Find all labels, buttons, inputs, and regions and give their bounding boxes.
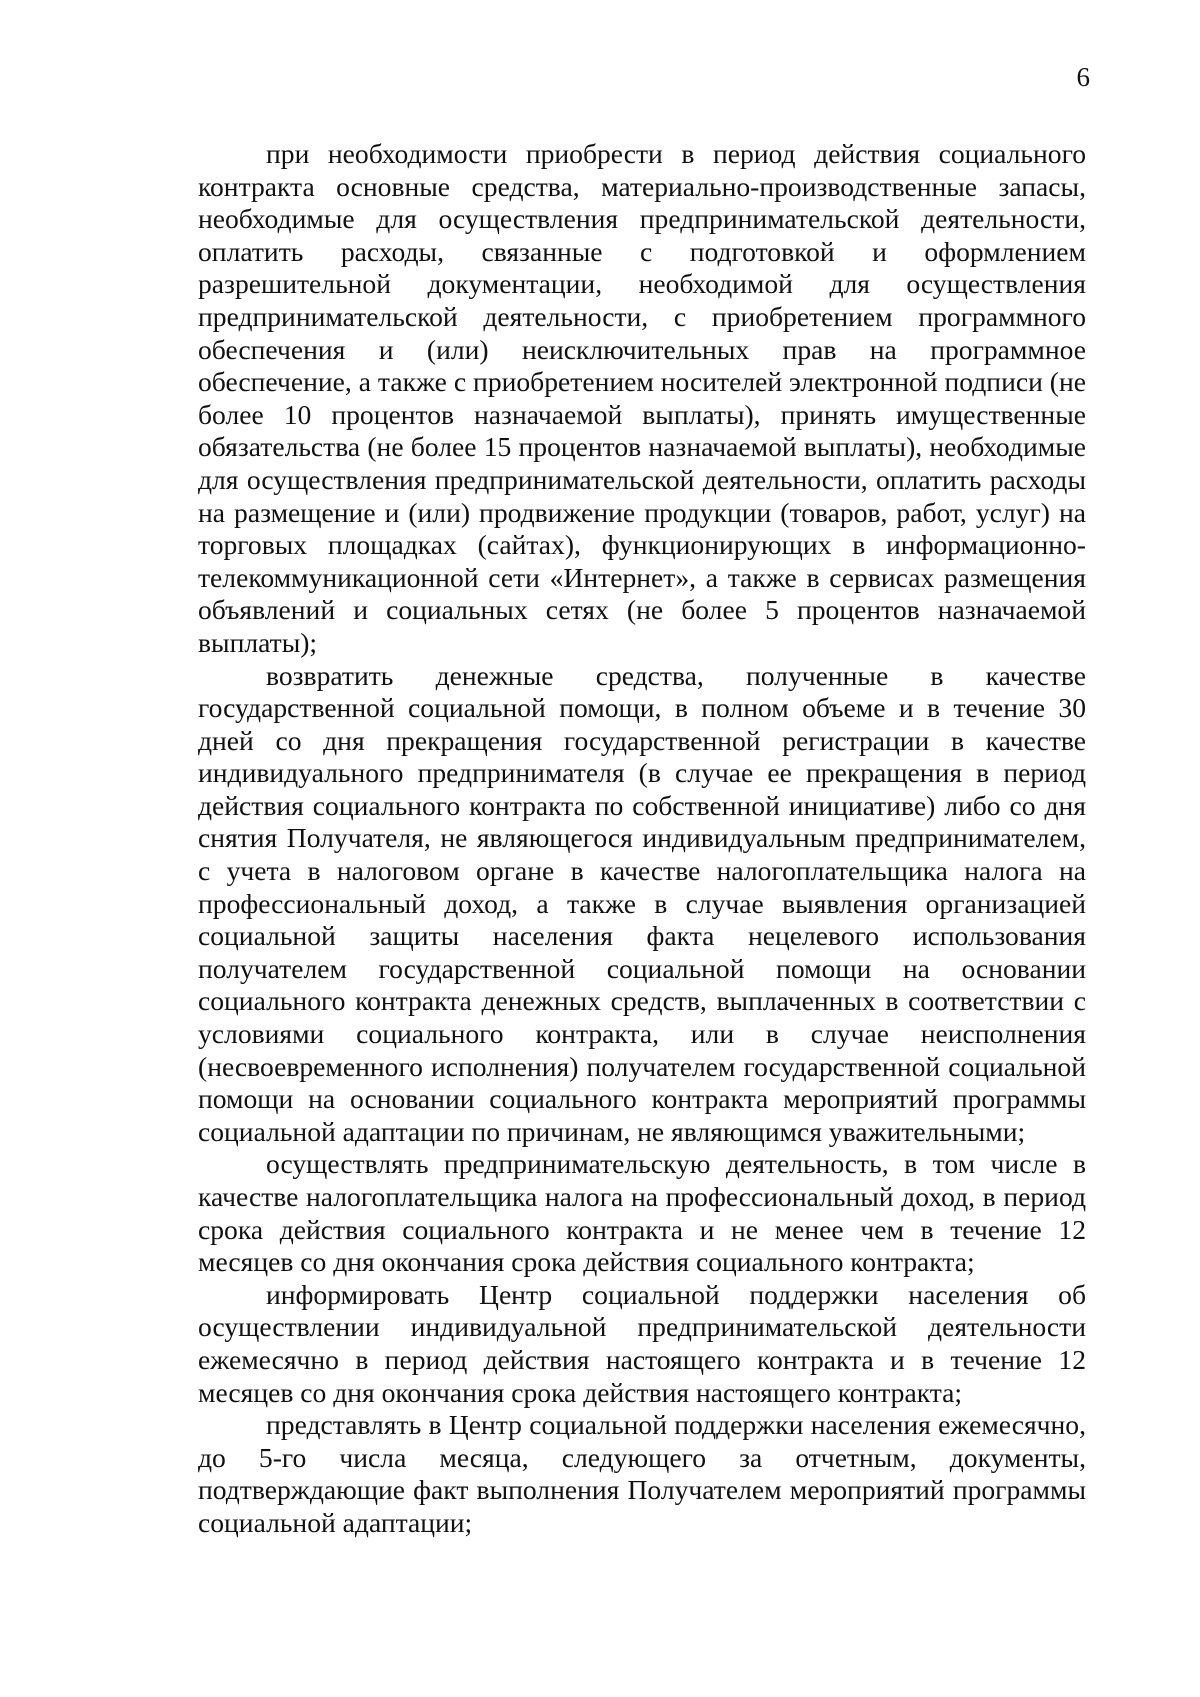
page-number: 6 [1076,62,1090,92]
paragraph-return-funds: возвратить денежные средства, полученные в качестве государственной социальной помощи, в полном объеме и в течение 30 дней со дня прекращения государственной регистрации в качестве индивидуального предпринимателя (в случае ее прекращения в период действия социального контракта по собственной инициативе) либо со дня снятия Получателя, не являющегося индивидуальным предпринимателем, с учета в налоговом органе в качестве налогоплательщика налога на профессиональный доход, а также в случае выявления организацией социальной защиты населения факта нецелевого использования получателем государственной социальной помощи на основании социального контракта денежных средств, выплаченных в соответствии с условиями социального контракта, или в случае неисполнения (несвоевременного исполнения) получателем государственной социальной помощи на основании социального контракта мероприятий программы социальной адаптации по причинам, не являющимся уважительными; [198,659,1086,1147]
paragraph-submit-documents: представлять в Центр социальной поддержки населения ежемесячно, до 5-го числа месяца, следующего за отчетным, документы, подтверждающие факт выполнения Получателем мероприятий программы социальной адаптации; [198,1409,1086,1538]
document-body [198,138,1086,1540]
paragraph-inform-center: информировать Центр социальной поддержки населения об осуществлении индивидуальной предпринимательской деятельности ежемесячно в период действия настоящего контракта и в течение 12 месяцев со дня окончания срока действия настоящего контракта; [198,1278,1086,1408]
paragraph-conduct-business: осуществлять предпринимательскую деятельность, в том числе в качестве налогоплательщика налога на профессиональный доход, в период срока действия социального контракта и не менее чем в течение 12 месяцев со дня окончания срока действия социального контракта; [198,1148,1086,1278]
paragraph-acquire-assets: при необходимости приобрести в период действия социального контракта основные средства, материально-производственные запасы, необходимые для осуществления предпринимательской деятельности, оплатить расходы, связанные с подготовкой и оформлением разрешительной документации, необходимой для осуществления предпринимательской деятельности, с приобретением программного обеспечения и (или) неисключительных прав на программное обеспечение, а также с приобретением носителей электронной подписи (не более 10 процентов назначаемой выплаты), принять имущественные обязательства (не более 15 процентов назначаемой выплаты), необходимые для осуществления предпринимательской деятельности, оплатить расходы на размещение и (или) продвижение продукции (товаров, работ, услуг) на торговых площадках (сайтах), функционирующих в информационно-телекоммуникационной сети «Интернет», а также в сервисах размещения объявлений и социальных сетях (не более 5 процентов назначаемой выплаты); [198,138,1086,658]
